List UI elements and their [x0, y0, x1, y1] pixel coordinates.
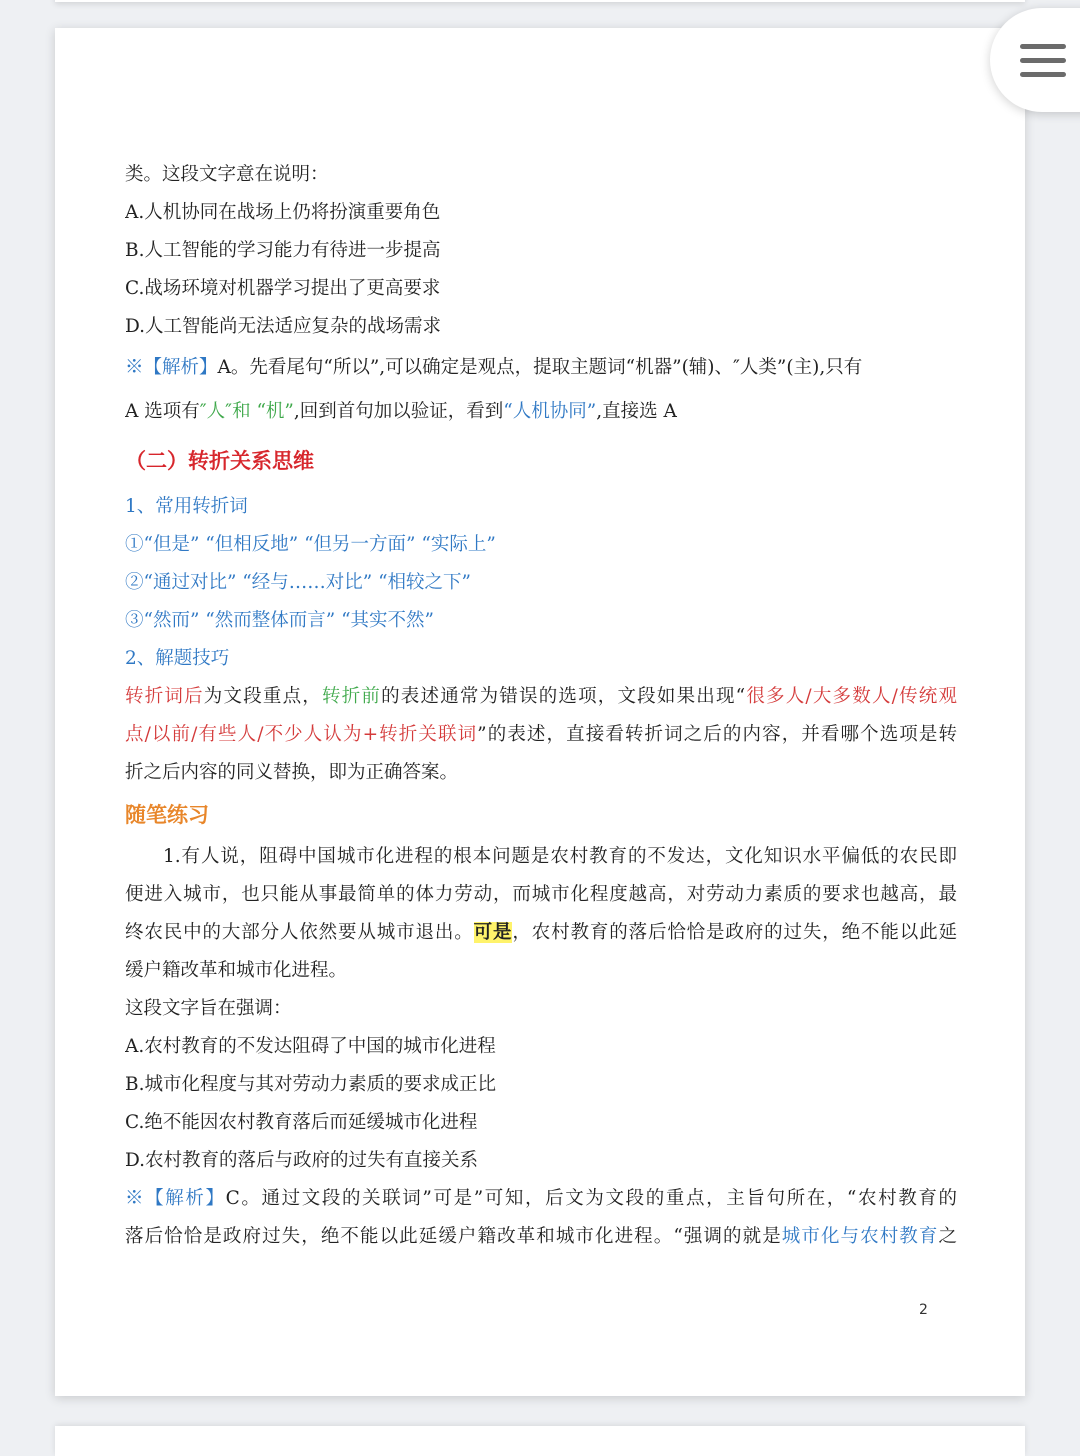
practice-q1-line-2: 便进入城市，也只能从事最简单的体力劳动，而城市化程度越高，对劳动力素质的要求也越高，最 — [125, 884, 957, 905]
previous-page-edge — [55, 0, 1025, 2]
practice-q1-line-4: 缓户籍改革和城市化进程。 — [125, 960, 348, 981]
option-d: D.人工智能尚无法适应复杂的战场需求 — [125, 316, 442, 337]
transition-words-item-1: ①“但是” “但相反地” “但另一方面” “实际上” — [125, 534, 496, 555]
practice-title: 随笔练习 — [125, 803, 209, 827]
keyword-renji-xietong: “人机协同” — [503, 401, 597, 422]
practice-option-d: D.农村教育的落后与政府的过失有直接关系 — [125, 1150, 479, 1171]
transition-words-item-2: ②“通过对比” “经与……对比” “相较之下” — [125, 572, 472, 593]
question-stem-tail: 类。这段文字意在说明： — [125, 164, 329, 185]
practice-q1-line-3: 终农民中的大部分人依然要从城市退出。可是，农村教育的落后恰恰是政府的过失，绝不能以此延 — [125, 922, 957, 943]
tip-line-3: 折之后内容的同义替换，即为正确答案。 — [125, 762, 459, 783]
transition-words-item-3: ③“然而” “然而整体而言” “其实不然” — [125, 610, 435, 631]
next-page-edge — [55, 1426, 1025, 1456]
tip-line-1: 转折词后为文段重点，转折前的表述通常为错误的选项，文段如果出现“很多人/大多数人/传统观 — [125, 686, 957, 707]
keyword-ren-ji: ″人″和 “机” — [199, 401, 294, 422]
practice-q1-ask: 这段文字旨在强调： — [125, 998, 292, 1019]
keyword-urbanization-rural-education: 城市化与农村教育 — [781, 1226, 939, 1247]
subheading-solving-tips: 2、解题技巧 — [125, 648, 230, 669]
option-c: C.战场环境对机器学习提出了更高要求 — [125, 278, 441, 299]
document-page — [55, 28, 1025, 1396]
page-number: 2 — [919, 1302, 928, 1318]
analysis-mark: ※【解析】 — [125, 1188, 226, 1209]
section-title: （二）转折关系思维 — [125, 449, 314, 473]
practice-q1-line-1: 1.有人说，阻碍中国城市化进程的根本问题是农村教育的不发达，文化知识水平偏低的农民即 — [163, 846, 957, 867]
practice-analysis-line-2: 落后恰恰是政府过失，绝不能以此延缓户籍改革和城市化进程。“强调的就是城市化与农村教育之 — [125, 1226, 957, 1247]
practice-option-a: A.农村教育的不发达阻碍了中国的城市化进程 — [125, 1036, 496, 1057]
practice-analysis-line-1: ※【解析】C。通过文段的关联词”可是”可知，后文为文段的重点，主旨句所在，“农村教育的 — [125, 1188, 957, 1209]
option-a: A.人机协同在战场上仍将扮演重要角色 — [125, 202, 441, 223]
practice-option-c: C.绝不能因农村教育落后而延缓城市化进程 — [125, 1112, 478, 1133]
practice-option-b: B.城市化程度与其对劳动力素质的要求成正比 — [125, 1074, 496, 1095]
page-content — [125, 156, 957, 1256]
tip-line-2: 点/以前/有些人/不少人认为+转折关联词”的表述，直接看转折词之后的内容，并看哪个选项是转 — [125, 724, 957, 745]
analysis-line-2: A 选项有″人″和 “机”,回到首句加以验证，看到“人机协同”,直接选 A — [125, 401, 677, 422]
subheading-transition-words: 1、常用转折词 — [125, 496, 248, 517]
analysis-line-1: ※【解析】A。先看尾句“所以”,可以确定是观点，提取主题词“机器”(辅)、″人类”(主),只有 — [125, 357, 863, 378]
highlight-keshi: 可是 — [473, 922, 513, 943]
option-b: B.人工智能的学习能力有待进一步提高 — [125, 240, 441, 261]
analysis-mark: ※【解析】 — [125, 357, 218, 378]
